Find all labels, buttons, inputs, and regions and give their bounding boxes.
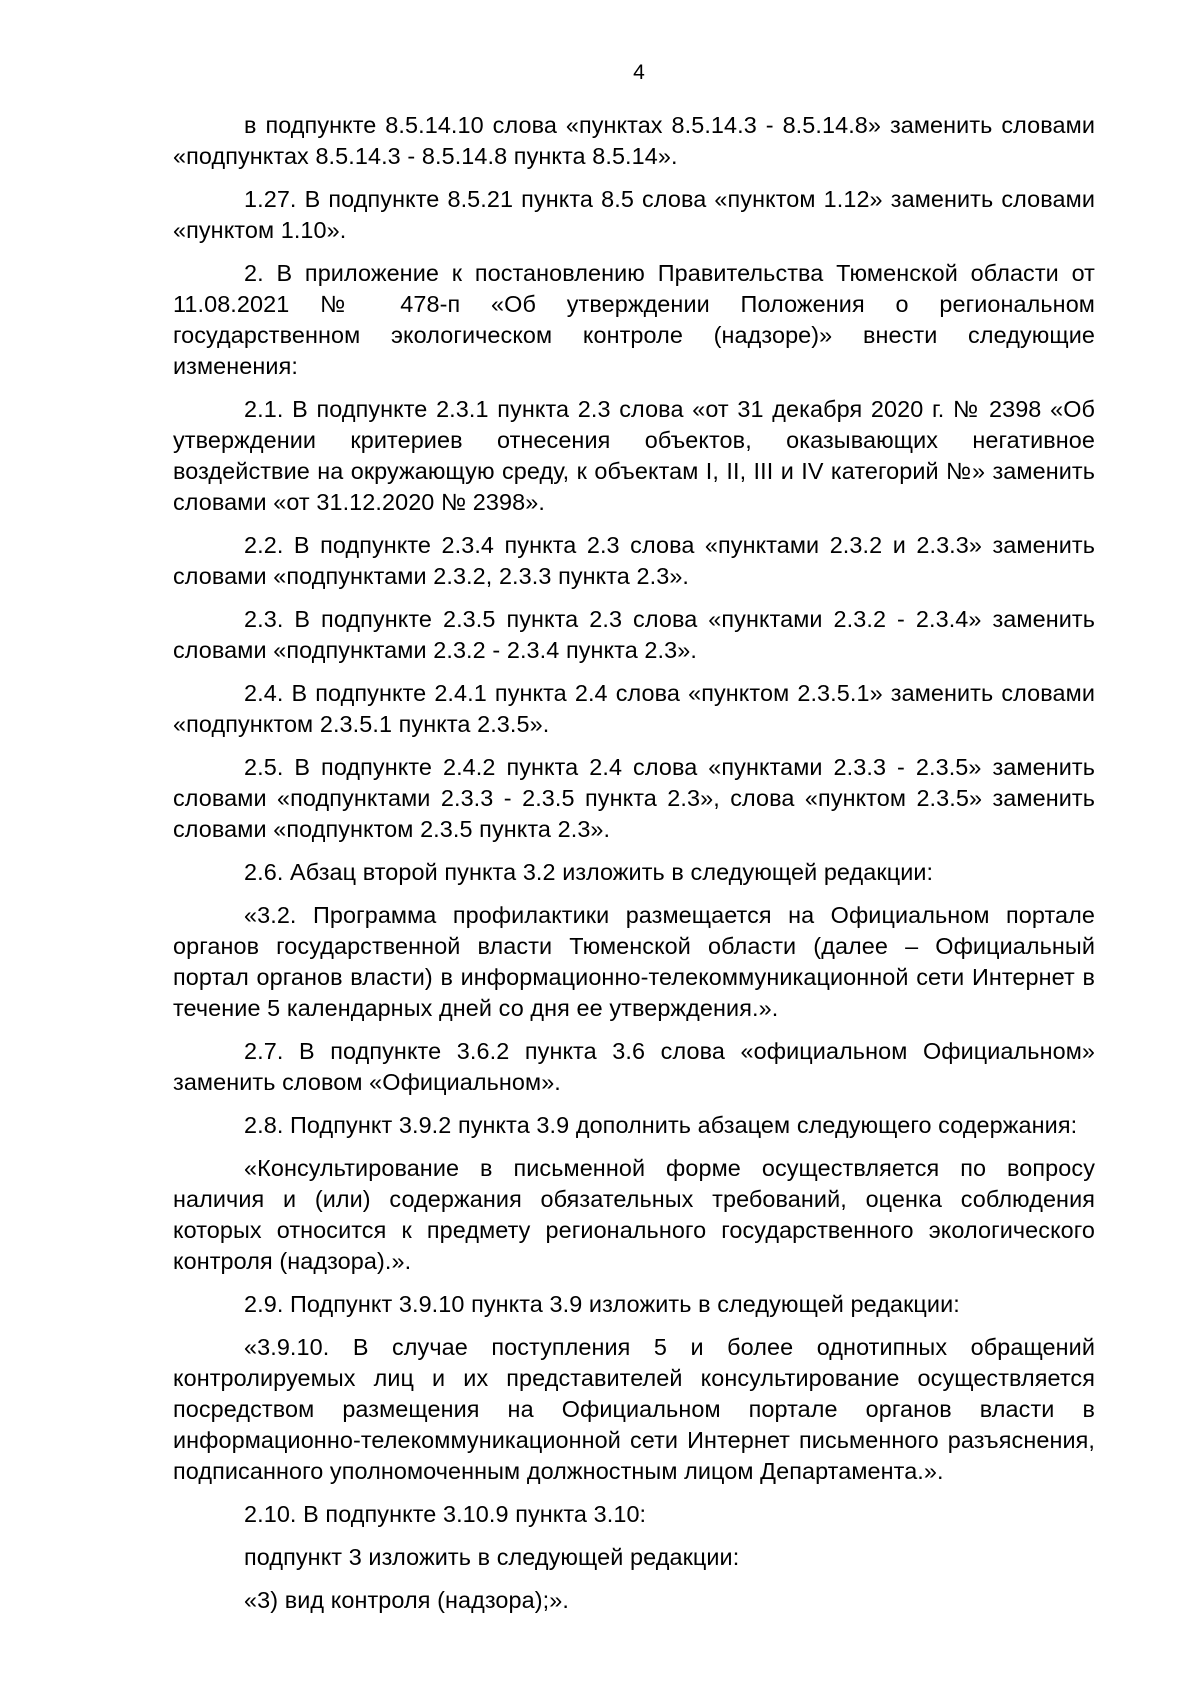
paragraph-13: «Консультирование в письменной форме осуществляется по вопросу наличия и (или) содержания обязательных требований, оценка соблюдения которых относится к предмету регионального государственного экологического контроля (надзора).». <box>173 1155 1095 1274</box>
page-number: 4 <box>633 61 645 84</box>
paragraph-4: 2.1. В подпункте 2.3.1 пункта 2.3 слова «от 31 декабря 2020 г. № 2398 «Об утверждении критериев отнесения объектов, оказывающих негативное воздействие на окружающую среду, к объектам I, II, III и IV категорий №» заменить словами «от 31.12.2020 № 2398». <box>173 396 1095 515</box>
paragraph-6: 2.3. В подпункте 2.3.5 пункта 2.3 слова «пунктами 2.3.2 - 2.3.4» заменить словами «подпунктами 2.3.2 - 2.3.4 пункта 2.3». <box>173 606 1095 663</box>
paragraph-15: «3.9.10. В случае поступления 5 и более однотипных обращений контролируемых лиц и их представителей консультирование осуществляется посредством размещения на Официальном портале органов власти в информационно-телекоммуникационной сети Интернет письменного разъяснения, подписанного уполномоченным должностным лицом Департамента.». <box>173 1334 1095 1484</box>
paragraph-12: 2.8. Подпункт 3.9.2 пункта 3.9 дополнить абзацем следующего содержания: <box>244 1112 1078 1138</box>
paragraph-10: «3.2. Программа профилактики размещается на Официальном портале органов государственной власти Тюменской области (далее – Официальный портал органов власти) в информационно-телекоммуникационной сети Интернет в течение 5 календарных дней со дня ее утверждения.». <box>173 902 1095 1021</box>
paragraph-7: 2.4. В подпункте 2.4.1 пункта 2.4 слова «пунктом 2.3.5.1» заменить словами «подпунктом 2.3.5.1 пункта 2.3.5». <box>173 680 1095 737</box>
paragraph-18: «3) вид контроля (надзора);». <box>244 1587 569 1613</box>
paragraph-5: 2.2. В подпункте 2.3.4 пункта 2.3 слова «пунктами 2.3.2 и 2.3.3» заменить словами «подпунктами 2.3.2, 2.3.3 пункта 2.3». <box>173 532 1095 589</box>
paragraph-17: подпункт 3 изложить в следующей редакции: <box>244 1544 740 1570</box>
paragraph-1: в подпункте 8.5.14.10 слова «пунктах 8.5.14.3 - 8.5.14.8» заменить словами «подпунктах 8.5.14.3 - 8.5.14.8 пункта 8.5.14». <box>173 112 1095 169</box>
paragraph-8: 2.5. В подпункте 2.4.2 пункта 2.4 слова «пунктами 2.3.3 - 2.3.5» заменить словами «подпунктами 2.3.3 - 2.3.5 пункта 2.3», слова «пунктом 2.3.5» заменить словами «подпунктом 2.3.5 пункта 2.3». <box>173 754 1095 842</box>
paragraph-11: 2.7. В подпункте 3.6.2 пункта 3.6 слова «официальном Официальном» заменить словом «Официальном». <box>173 1038 1095 1095</box>
paragraph-2: 1.27. В подпункте 8.5.21 пункта 8.5 слова «пунктом 1.12» заменить словами «пунктом 1.10». <box>173 186 1095 243</box>
paragraph-3: 2. В приложение к постановлению Правительства Тюменской области от 11.08.2021 № 478-п «Об утверждении Положения о региональном государственном экологическом контроле (надзоре)» внести следующие изменения: <box>173 260 1095 379</box>
paragraph-14: 2.9. Подпункт 3.9.10 пункта 3.9 изложить в следующей редакции: <box>244 1291 960 1317</box>
paragraph-9: 2.6. Абзац второй пункта 3.2 изложить в следующей редакции: <box>244 859 934 885</box>
paragraph-16: 2.10. В подпункте 3.10.9 пункта 3.10: <box>244 1501 647 1527</box>
